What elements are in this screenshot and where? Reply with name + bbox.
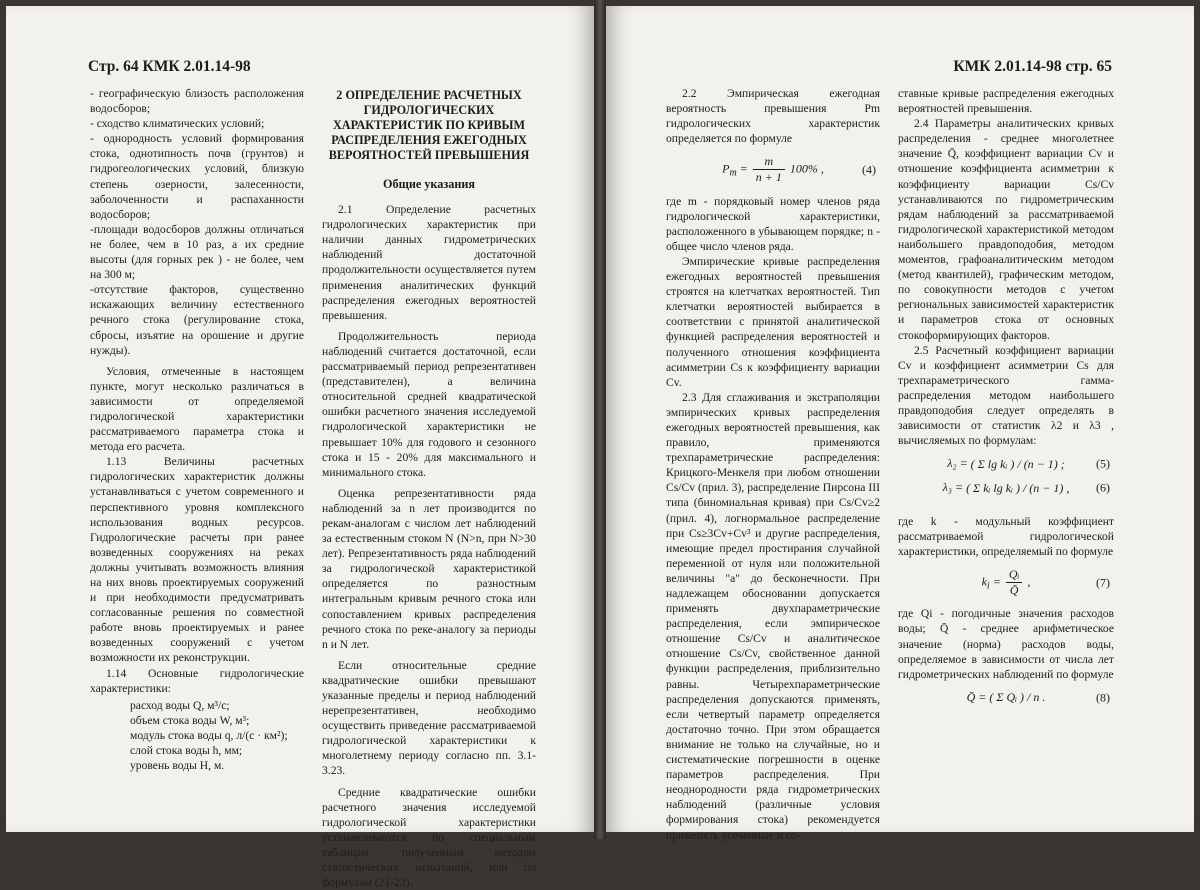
paragraph: Условия, отмеченные в настоящем пункте, могут несколько различаться в зависимости от определяемой гидрологической характеристики рассматриваемого параметра стока и метода его расчета. (90, 364, 304, 454)
formula-6: λ₃ = ( Σ kᵢ lg kᵢ ) / (n − 1) , (6) (942, 480, 1110, 495)
paragraph: - сходство климатических условий; (90, 117, 265, 131)
paragraph: -площади водосборов должны отличаться не более, чем в 10 раз, а их средние высоты (для горных рек ) - не более, чем на 300 м; (90, 222, 304, 282)
right-page-header: КМК 2.01.14-98 стр. 65 (953, 58, 1112, 75)
formula-8: Q̄ = ( Σ Qᵢ ) / n . (8) (966, 689, 1110, 705)
list-item: слой стока воды h, мм; (130, 744, 243, 758)
paragraph: 2.1 Определение расчетных гидрологических характеристик при наличии данных гидрометрических наблюдений достаточной продолжительности осуществляется путем применения аналитических функций распределения ежегодных вероятностей превышения. (322, 203, 536, 322)
paragraph: ставные кривые распределения ежегодных вероятностей превышения. (898, 87, 1114, 116)
list-item: расход воды Q, м³/с; (130, 698, 230, 712)
left-page-header: Стр. 64 КМК 2.01.14-98 (88, 58, 251, 75)
paragraph: Продолжительность периода наблюдений считается достаточной, если рассматриваемый период репрезентативен (представителен), а величина относительной средней квадратической ошибки расчетного значения исследуемой гидрологической характеристики не превышает 10% для годового и сезонного стока и 15 - 20% для максимального и минимального стока. (322, 329, 536, 479)
paragraph: Оценка репрезентативности ряда наблюдений за n лет производится по рекам-аналогам с числом лет наблюдений за естественным стоком N (N>n, при N>30 лет). Репрезентативность ряда наблюдений за гидрологической характеристикой определяется по разностным интегральным кривым речного стока или сопоставлением кривых распределения речного стока по реке-аналогу за периоды n и N лет. (322, 486, 536, 651)
paragraph: 2.3 Для сглаживания и экстраполяции эмпирических кривых распределения ежегодных вероятностей превышения, как правило, применяются трехпараметрические распределения: Крицкого-Менкеля при любом отношении Cs/Cv (прил. 3), распределение Пирсона III типа (биномиальная кривая) при Cs/Cv≥2 (прил. 4), логнормальное распределение при Cs≥3Cv+Cv³ и другие распределения, имеющие предел простирания случайной переменной от нуля или положительной величины "а" до бесконечности. При надлежащем обосновании допускается применять двухпараметрические распределения, если эмпирическое отношение Cs/Cv и аналитическое отношение Cs/Cv, свойственное данной функции распределения, приблизительно равны. Четырехпараметрические распределения допускаются применять, если четвертый параметр определяется достаточно точно. При этом обращается внимание не только на случайные, но и систематические погрешности в оценке параметров распределения. При неоднородности ряда гидрометрических наблюдений (различные условия формирования стока) рекомендуется применять усеченные и со- (666, 390, 880, 842)
list-item: модуль стока воды q, л/(с · км²); (130, 728, 288, 742)
paragraph: Эмпирические кривые распределения ежегодных вероятностей превышения строятся на клетчатках вероятностей. Тип клетчатки вероятностей выбирается в соответствии с принятой аналитической функцией распределения вероятностей и полученного отношения коэффициента асимметрии Cs к коэффициенту вариации Cv. (666, 254, 880, 389)
paragraph: 2.4 Параметры аналитических кривых распределения - среднее многолетнее значение Q̄, коэффициент вариации Cv и отношение коэффициента асимметрии к коэффициенту вариации Cs/Cv устанавливаются по гидрометрическим рядам наблюдений за рассматриваемой гидрологической характеристикой методом наибольшего правдоподобия, методом моментов, графоаналитическим методом (метод квантилей), графическим методом, по совокупности методов с учетом региональных зависимостей характеристик и параметров стока от основных стокоформирующих факторов. (898, 117, 1114, 342)
formula-7: $k_i$ = $\frac{\text{Qᵢ}}{Q̄}$ , (7) (981, 567, 1110, 598)
paragraph: -отсутствие факторов, существенно искажающих величину естественного речного стока (регулирование стока, сбросы, изъятие на орошение и другие нужды). (90, 283, 304, 357)
right-page (606, 6, 1194, 842)
paragraph: 1.14 Основные гидрологические характеристики: (90, 666, 304, 695)
paragraph: 2.5 Расчетный коэффициент вариации Cv и коэффициент асимметрии Cs для трехпараметрического гамма-распределения методом наибольшего правдоподобия следует определять в зависимости от статистик λ2 и λ3 , вычисляемых по формулам: (898, 343, 1114, 448)
list-item: объем стока воды W, м³; (130, 713, 250, 727)
left-column-1 (90, 86, 304, 775)
paragraph: 2.2 Эмпирическая ежегодная вероятность превышения Pm гидрологических характеристик определяется по формуле (666, 87, 880, 146)
list-item: уровень воды H, м. (130, 759, 225, 773)
section-title: 2 ОПРЕДЕЛЕНИЕ РАСЧЕТНЫХ ГИДРОЛОГИЧЕСКИХ ХАРАКТЕРИСТИК ПО КРИВЫМ РАСПРЕДЕЛЕНИЯ ЕЖЕГОДНЫХ ВЕРОЯТНОСТЕЙ ПРЕВЫШЕНИЯ (328, 88, 530, 162)
book-spine (594, 0, 606, 839)
formula-4: $P_m$ = $\frac{m}{n + 1}$ 100% , (4) (722, 154, 876, 185)
paragraph: где m - порядковый номер членов ряда гидрологической характеристики, расположенного в убывающем порядке; n - общее число членов ряда. (666, 194, 880, 253)
paragraph: 1.13 Величины расчетных гидрологических характеристик должны устанавливаться с учетом современного и перспективного уровня комплексного использования водных ресурсов. Гидрологические расчеты при ранее возведенных сооружениях на реках должны учитывать возможность влияния на них вновь проектируемых сооружений и при необходимости предусматривать согласованные решения по совместной работе вновь проектируемых и ранее возведенных сооружений с учетом возможности их реконструкции. (90, 455, 304, 665)
right-column-1 (666, 86, 880, 843)
right-column-2 (898, 86, 1114, 714)
paragraph: Если относительные средние квадратические ошибки превышают указанные пределы и период наблюдений нерепрезентативен, необходимо осуществить приведение рассматриваемой гидрологической характеристики к многолетнему периоду согласно пп. 3.1-3.23. (322, 658, 536, 778)
characteristics-list (90, 698, 304, 773)
paragraph: где k - модульный коэффициент рассматриваемой гидрологической характеристики, определяемый по формуле (898, 514, 1114, 559)
formula-number: (5) (1096, 456, 1110, 471)
formula-number: (6) (1096, 480, 1110, 495)
paragraph: где Qi - погодичные значения расходов воды; Q̄ - среднее арифметическое значение (норма) расходов воды, определяемое в зависимости от числа лет гидрометрических наблюдений по формуле (898, 607, 1114, 681)
section-subtitle: Общие указания (383, 177, 475, 191)
left-column-2 (322, 86, 536, 890)
formula-number: (7) (1096, 575, 1110, 590)
formula-number: (4) (862, 162, 876, 177)
paragraph: - однородность условий формирования стока, однотипность почв (грунтов) и гидрогеологических условий, близкую степень озерности, залесенности, заболоченности и распаханности водосборов; (90, 132, 304, 221)
paragraph: - географическую близость расположения водосборов; (90, 87, 304, 116)
formula-number: (8) (1096, 690, 1110, 705)
paragraph: Средние квадратические ошибки расчетного значения исследуемой гидрологической характеристики устанавливаются по специальным таблицам, полученным методом статистических испытаний, или по формулам (21-23). (322, 785, 536, 890)
formula-5: λ₂ = ( Σ lg kᵢ ) / (n − 1) ; (5) (947, 456, 1110, 471)
left-page (6, 6, 594, 890)
